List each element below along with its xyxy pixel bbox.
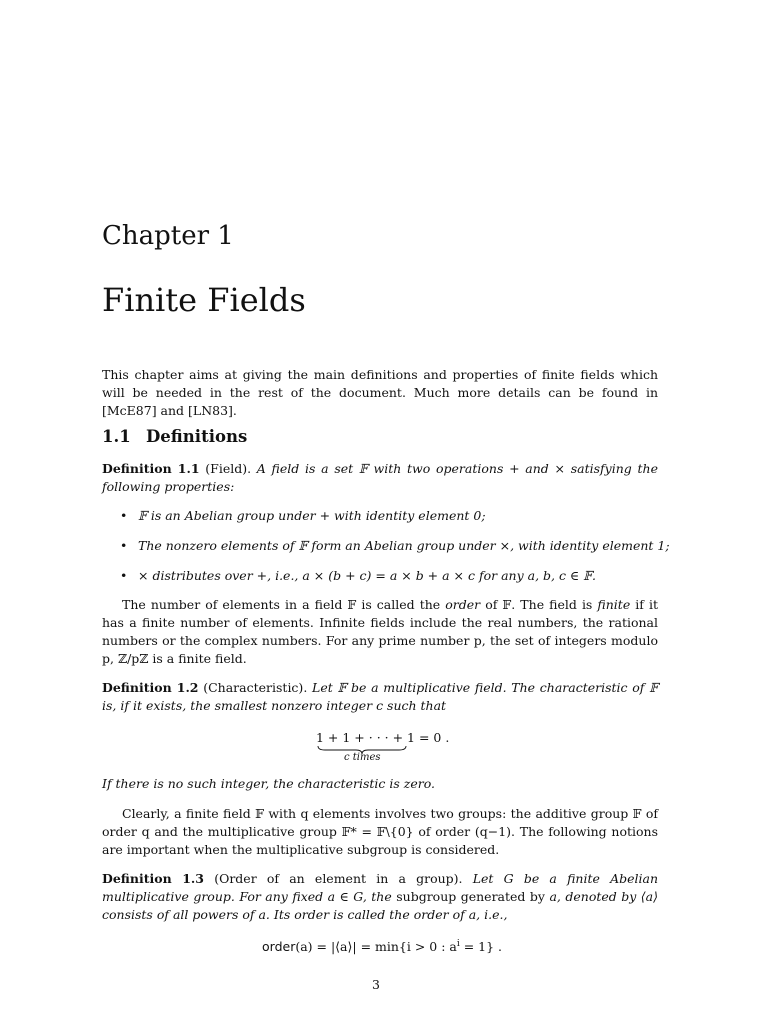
order-formula: order(a) = |⟨a⟩| = min{i > 0 : $a^i = 1$} . [262,939,503,955]
section-heading [102,426,247,448]
intro-paragraph: This chapter aims at giving the main definitions and properties of finite fields which will be needed in the rest of the document. Much more details can be found in [McE87] and [LN83]. [102,367,658,418]
groups-paragraph: Clearly, a finite field 𝔽 with q elements involves two groups: the additive group 𝔽 of order q and the multiplicative group 𝔽* = 𝔽\{0} of order (q−1). The following notions are important when the multiplicative subgroup is considered. [102,806,658,857]
order-operator: order [262,939,296,955]
definition-lead: A field [256,461,300,476]
definition-field [102,460,658,496]
definition-body: is a set 𝔽 with two operations + and × satisfying the following properties: [102,461,658,494]
page-number: 3 [372,977,380,992]
definition-head: Definition 1.2 [102,680,199,695]
list-item: • The nonzero elements of 𝔽 form an Abelian group under ×, with identity element 1; [120,538,670,553]
section-title: Definitions [146,427,248,446]
bullet-icon: • [120,568,128,583]
characteristic-formula [316,730,476,766]
bullet-icon: • [120,538,128,553]
term-finite: finite [597,597,631,612]
term-subgroup-generated: subgroup generated by [396,889,545,904]
definition-name: (Order of an element in a group). [214,871,463,886]
list-item: • × distributes over +, i.e., a × (b + c) = a × b + a × c for any a, b, c ∈ 𝔽. [120,568,597,583]
definition-order: Definition 1.3 (Order of an element in a group). Let G be a finite Abelian multiplicative group. For any fixed a ∈ G, the subgroup generated by a, denoted by ⟨a⟩ consists of all powers of a. Its order is called the order of a, i.e., [102,871,658,922]
definition-body: Let 𝔽 be a multiplicative field. The characteristic of 𝔽 is, if it exists, the smallest nonzero integer c such that [102,680,659,713]
sum-expression: 1 + 1 + · · · + 1 = 0 . [316,730,450,745]
definition-characteristic [102,679,658,715]
no-integer-note: If there is no such integer, the characteristic is zero. [102,776,436,791]
list-item: • 𝔽 is an Abelian group under + with identity element 0; [120,508,486,523]
term-order: order [445,597,481,612]
definition-head: Definition 1.1 [102,461,200,476]
definition-name: (Characteristic). [203,680,308,695]
underbrace-label: c times [344,752,381,763]
section-number: 1.1 [102,427,131,446]
definition-head: Definition 1.3 [102,871,204,886]
chapter-label: Chapter 1 [102,221,234,251]
definition-name: (Field). [205,461,252,476]
chapter-title: Finite Fields [102,281,306,319]
order-paragraph: The number of elements in a field 𝔽 is called the order of 𝔽. The field is finite if it has a finite number of elements. Infinite fields include the real numbers, the rational numbers or the complex numbers. For any prime number p, the set of integers modulo p, ℤ/pℤ is a finite field. [102,597,658,666]
bullet-icon: • [120,508,128,523]
